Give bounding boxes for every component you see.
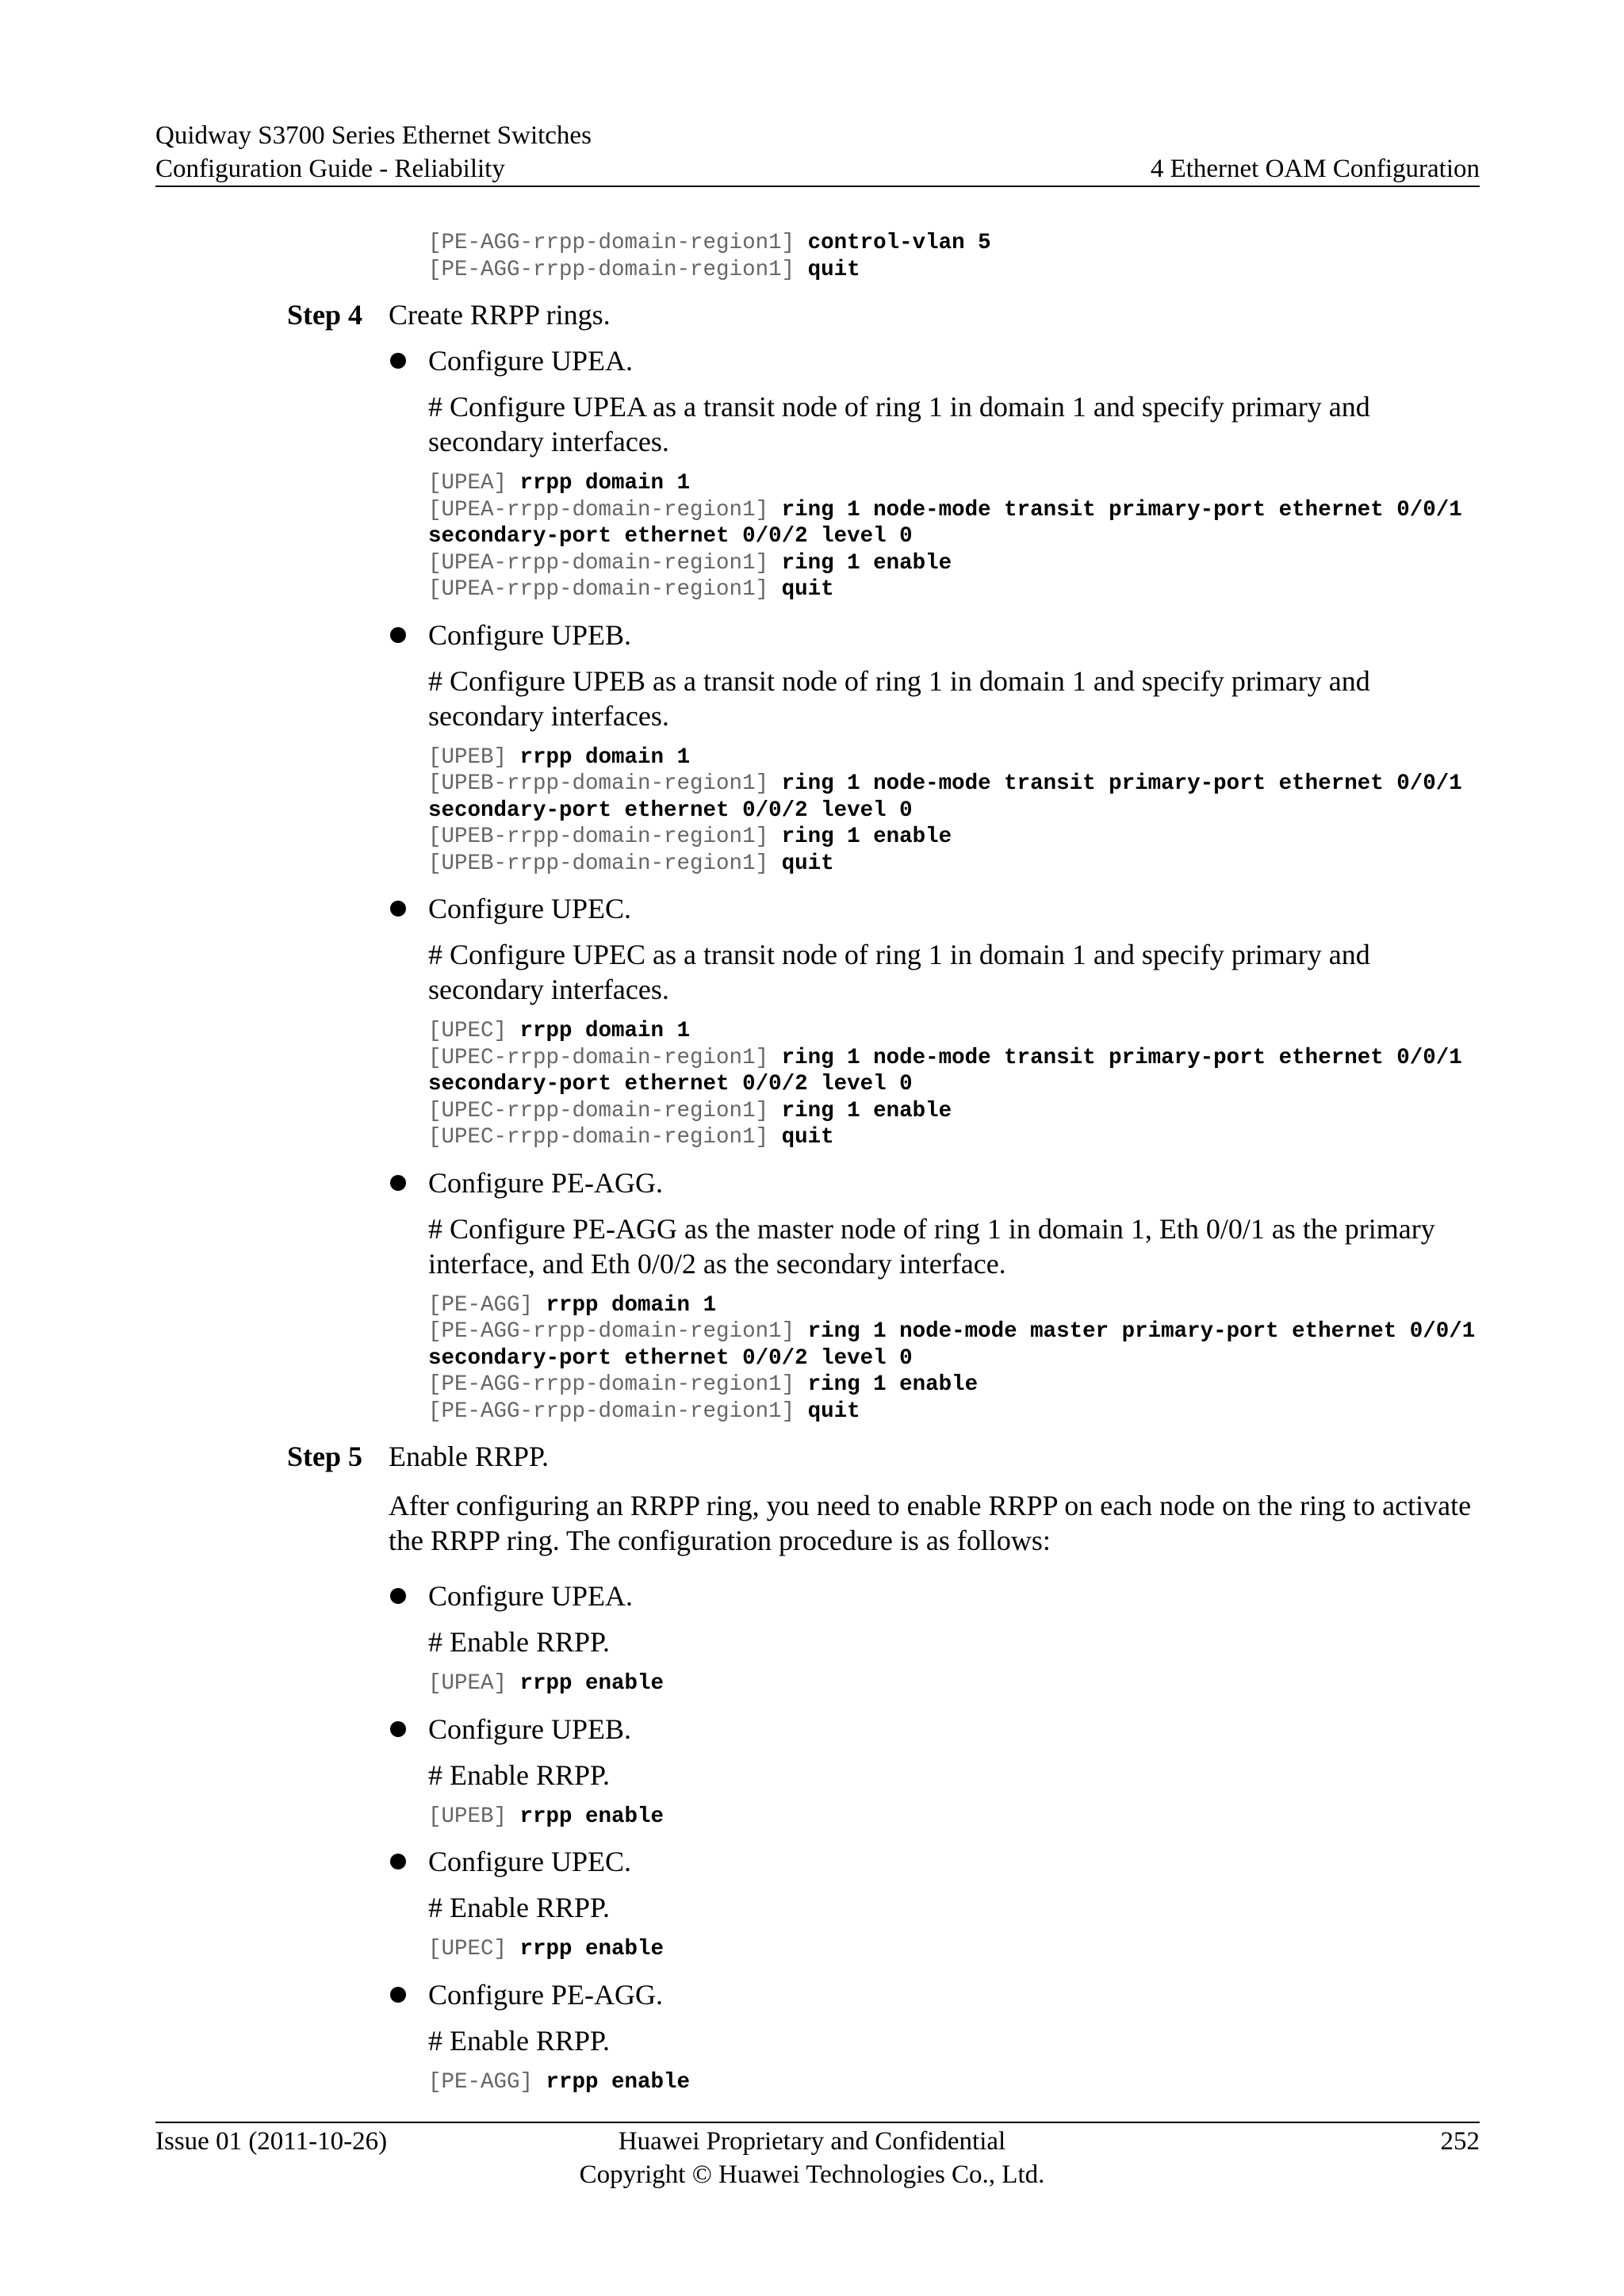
code-block <box>428 1936 1483 1963</box>
code-line <box>428 1124 1483 1151</box>
cli-prompt: [UPEB] <box>428 744 520 770</box>
cli-command: ring 1 node-mode transit primary-port ethernet 0/0/1 <box>781 1045 1462 1070</box>
code-block <box>428 1670 1483 1697</box>
bullet-icon <box>390 901 406 916</box>
list-item <box>428 1712 1483 1747</box>
cli-prompt: [PE-AGG-rrpp-domain-region1] <box>428 1319 808 1344</box>
list-item-text: Configure UPEA. <box>428 345 633 377</box>
cli-command: rrpp enable <box>519 1671 665 1696</box>
cli-command: secondary-port ethernet 0/0/2 level 0 <box>428 524 913 549</box>
cli-prompt: [PE-AGG-rrpp-domain-region1] <box>428 257 808 282</box>
code-line <box>428 771 1483 798</box>
cli-command: quit <box>781 851 834 876</box>
cli-command: secondary-port ethernet 0/0/2 level 0 <box>428 1345 913 1371</box>
list-item-text: Configure UPEA. <box>428 1580 633 1612</box>
page-number: 252 <box>1440 2127 1480 2156</box>
cli-command: ring 1 node-mode transit primary-port ethernet 0/0/1 <box>781 497 1462 522</box>
cli-prompt: [UPEC-rrpp-domain-region1] <box>428 1098 782 1123</box>
bullet-icon <box>390 353 406 369</box>
bullet-icon <box>390 1175 406 1191</box>
code-line <box>428 1071 1483 1098</box>
cli-prompt: [UPEC] <box>428 1019 520 1043</box>
code-line <box>428 1018 1483 1045</box>
cli-prompt: [UPEC-rrpp-domain-region1] <box>428 1045 782 1070</box>
list-item <box>428 891 1483 926</box>
cli-command: ring 1 enable <box>807 1372 979 1397</box>
code-line <box>428 1345 1483 1372</box>
header-divider <box>155 186 1480 187</box>
cli-command: ring 1 enable <box>781 1098 952 1123</box>
bullet-icon <box>390 1854 406 1869</box>
cli-prompt: [UPEB-rrpp-domain-region1] <box>428 825 782 849</box>
step-text: Enable RRPP. <box>389 1441 550 1472</box>
code-line <box>428 523 1483 550</box>
cli-prompt: [PE-AGG-rrpp-domain-region1] <box>428 1372 808 1397</box>
cli-command: quit <box>781 1125 834 1150</box>
list-item-text: Configure UPEB. <box>428 1712 631 1745</box>
cli-prompt: [UPEA-rrpp-domain-region1] <box>428 550 782 576</box>
cli-command: ring 1 enable <box>781 550 952 576</box>
bullet-icon <box>390 1588 406 1604</box>
code-line <box>428 798 1483 825</box>
paragraph: # Configure UPEA as a transit node of ring 1 in domain 1 and specify primary and secondary interfaces. <box>428 391 1370 457</box>
list-item-text: Configure UPEC. <box>428 893 631 924</box>
cli-prompt: [PE-AGG] <box>428 1292 546 1318</box>
code-line <box>428 230 1483 257</box>
chapter-title: 4 Ethernet OAM Configuration <box>1150 155 1480 183</box>
list-item-text: Configure UPEC. <box>428 1846 631 1877</box>
cli-prompt: [UPEA] <box>428 471 520 496</box>
cli-command: rrpp domain 1 <box>519 744 691 770</box>
code-line <box>428 1399 1483 1425</box>
cli-prompt: [UPEA-rrpp-domain-region1] <box>428 577 782 602</box>
footer-center <box>0 2125 1624 2191</box>
cli-command: ring 1 enable <box>781 825 952 849</box>
list-item <box>428 1977 1483 2012</box>
cli-command: rrpp enable <box>546 2069 691 2095</box>
paragraph: # Configure UPEC as a transit node of ring 1 in domain 1 and specify primary and secondary interfaces. <box>428 939 1370 1005</box>
code-block <box>428 2069 1483 2096</box>
cli-prompt: [UPEC] <box>428 1937 520 1961</box>
cli-command: ring 1 node-mode master primary-port ethernet 0/0/1 <box>807 1319 1476 1344</box>
cli-command: secondary-port ethernet 0/0/2 level 0 <box>428 1072 913 1096</box>
code-line <box>428 1936 1483 1963</box>
confidentiality-notice: Huawei Proprietary and Confidential <box>618 2127 1006 2156</box>
code-line <box>428 1670 1483 1697</box>
cli-prompt: [PE-AGG-rrpp-domain-region1] <box>428 1399 808 1424</box>
cli-command: quit <box>781 577 834 602</box>
code-line <box>428 1318 1483 1345</box>
code-line <box>428 1372 1483 1399</box>
code-line <box>428 1804 1483 1831</box>
cli-prompt: [UPEC-rrpp-domain-region1] <box>428 1125 782 1150</box>
code-line <box>428 2069 1483 2096</box>
document-subtitle: Configuration Guide - Reliability <box>155 155 505 183</box>
cli-command: secondary-port ethernet 0/0/2 level 0 <box>428 798 913 823</box>
cli-prompt: [UPEA] <box>428 1671 520 1696</box>
code-line <box>428 1292 1483 1319</box>
cli-command: rrpp enable <box>519 1804 665 1829</box>
list-item <box>428 343 1483 378</box>
code-line <box>428 550 1483 577</box>
paragraph: # Enable RRPP. <box>428 1892 611 1923</box>
paragraph: # Enable RRPP. <box>428 2024 611 2057</box>
code-line <box>428 1045 1483 1072</box>
paragraph: # Enable RRPP. <box>428 1626 611 1658</box>
step-text: Create RRPP rings. <box>389 299 611 331</box>
code-line <box>428 1098 1483 1125</box>
code-block <box>428 230 1483 283</box>
page-body <box>0 230 1624 2110</box>
code-line <box>428 497 1483 524</box>
cli-command: ring 1 node-mode transit primary-port ethernet 0/0/1 <box>781 771 1462 796</box>
list-item-text: Configure PE-AGG. <box>428 1978 663 2011</box>
list-item-text: Configure UPEB. <box>428 618 631 651</box>
code-block <box>428 470 1483 603</box>
list-item-text: Configure PE-AGG. <box>428 1166 663 1199</box>
cli-command: rrpp enable <box>519 1937 665 1961</box>
cli-prompt: [PE-AGG-rrpp-domain-region1] <box>428 231 808 255</box>
cli-prompt: [UPEB] <box>428 1804 520 1829</box>
paragraph: # Configure UPEB as a transit node of ring 1 in domain 1 and specify primary and secondary interfaces. <box>428 664 1370 732</box>
step-5 <box>287 1439 1483 1474</box>
copyright-notice: Copyright © Huawei Technologies Co., Ltd. <box>579 2160 1045 2189</box>
cli-command: control-vlan 5 <box>807 231 991 255</box>
step-label: Step 5 <box>287 1441 363 1472</box>
code-line <box>428 851 1483 878</box>
cli-prompt: [PE-AGG] <box>428 2069 546 2095</box>
paragraph: # Configure PE-AGG as the master node of ring 1 in domain 1, Eth 0/0/1 as the primary interface, and Eth 0/0/2 as the secondary interface. <box>428 1212 1435 1280</box>
issue-date: Issue 01 (2011-10-26) <box>155 2127 388 2156</box>
code-line <box>428 470 1483 497</box>
list-item <box>428 1578 1483 1613</box>
document-title: Quidway S3700 Series Ethernet Switches <box>155 121 592 150</box>
bullet-icon <box>390 1721 406 1737</box>
step-4 <box>287 297 1483 332</box>
code-block <box>428 1292 1483 1425</box>
list-item <box>428 1844 1483 1879</box>
cli-prompt: [UPEA-rrpp-domain-region1] <box>428 497 782 522</box>
code-line <box>428 257 1483 284</box>
bullet-icon <box>390 627 406 643</box>
cli-command: rrpp domain 1 <box>546 1292 717 1318</box>
cli-prompt: [UPEB-rrpp-domain-region1] <box>428 851 782 876</box>
page-header-left <box>155 119 592 186</box>
paragraph: After configuring an RRPP ring, you need to enable RRPP on each node on the ring to activate the RRPP ring. The configuration procedure is as follows: <box>389 1490 1472 1556</box>
paragraph: # Enable RRPP. <box>428 1758 611 1791</box>
footer-divider <box>155 2122 1480 2123</box>
code-line <box>428 576 1483 603</box>
cli-command: rrpp domain 1 <box>519 1019 691 1043</box>
list-item <box>428 1165 1483 1200</box>
cli-command: rrpp domain 1 <box>519 471 691 496</box>
list-item <box>428 618 1483 652</box>
code-line <box>428 824 1483 851</box>
code-block <box>428 744 1483 878</box>
cli-prompt: [UPEB-rrpp-domain-region1] <box>428 771 782 796</box>
code-block <box>428 1804 1483 1831</box>
cli-command: quit <box>807 257 860 282</box>
cli-command: quit <box>807 1399 860 1424</box>
bullet-icon <box>390 1987 406 2003</box>
code-block <box>428 1018 1483 1151</box>
step-label: Step 4 <box>287 299 363 331</box>
code-line <box>428 744 1483 771</box>
